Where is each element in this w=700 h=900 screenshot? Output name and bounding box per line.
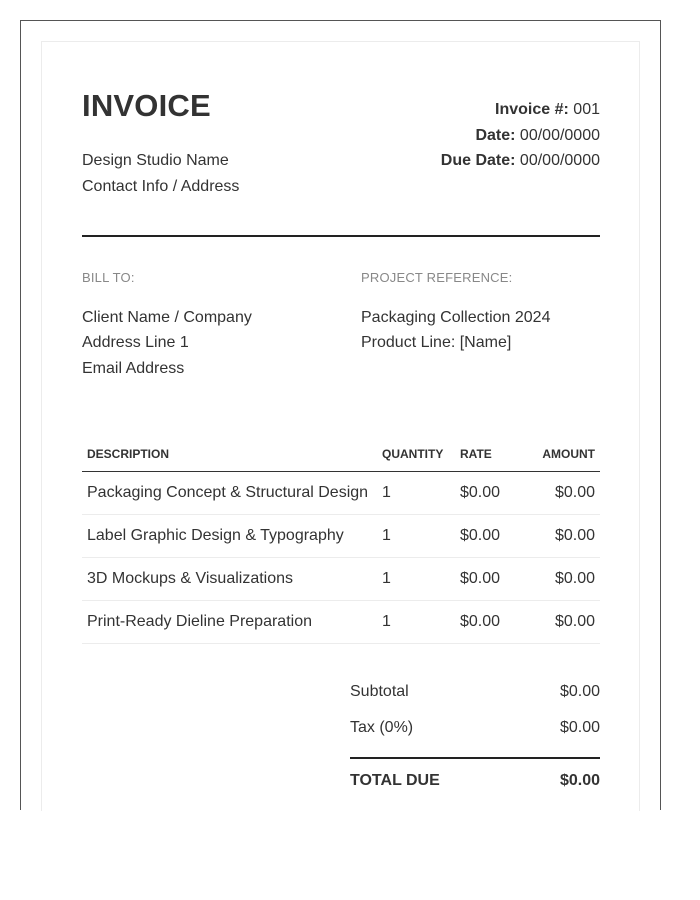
invoice-title: INVOICE [82,88,211,123]
subtotal-label: Subtotal [350,683,409,700]
client-email: Email Address [82,360,185,377]
tax-value: $0.00 [559,719,600,736]
tax-label: Tax (0%) [350,719,414,736]
item-description: Packaging Concept & Structural Design [82,472,377,515]
column-header-amount: AMOUNT [528,437,600,472]
item-description: Print-Ready Dieline Preparation [82,601,377,644]
project-reference-label: PROJECT REFERENCE: [361,270,513,285]
totals-divider [350,757,600,759]
column-header-description: DESCRIPTION [82,437,377,472]
due-date-label: Due Date: [440,152,516,169]
item-amount: $0.00 [528,472,600,515]
studio-contact: Contact Info / Address [82,178,240,195]
bill-to-label: BILL TO: [82,270,135,285]
invoice-number-label: Invoice #: [495,101,569,118]
item-rate: $0.00 [455,558,528,601]
column-header-quantity: QUANTITY [377,437,455,472]
client-name: Client Name / Company [82,309,252,326]
invoice-number-value: 001 [573,101,600,118]
project-collection: Packaging Collection 2024 [361,309,551,326]
invoice-due-date [441,152,600,170]
column-header-rate: RATE [455,437,528,472]
invoice-date-label: Date: [475,127,516,144]
item-description: Label Graphic Design & Typography [82,515,377,558]
line-items-table [82,437,600,644]
invoice-date-value: 00/00/0000 [519,127,600,144]
item-description: 3D Mockups & Visualizations [82,558,377,601]
item-quantity: 1 [377,515,455,558]
table-header-row [82,437,600,472]
client-address: Address Line 1 [82,334,189,351]
item-quantity: 1 [377,601,455,644]
subtotal-value: $0.00 [559,683,600,700]
table-row [82,515,600,558]
table-row [82,472,600,515]
item-rate: $0.00 [455,472,528,515]
item-amount: $0.00 [528,558,600,601]
table-row [82,601,600,644]
item-amount: $0.00 [528,515,600,558]
item-rate: $0.00 [455,601,528,644]
total-due-value: $0.00 [559,772,600,789]
item-rate: $0.00 [455,515,528,558]
item-amount: $0.00 [528,601,600,644]
invoice-number [495,101,600,119]
project-product-line: Product Line: [Name] [361,334,512,351]
due-date-value: 00/00/0000 [519,152,600,169]
invoice-date [475,127,600,145]
header-divider [82,235,600,237]
table-row [82,558,600,601]
item-quantity: 1 [377,472,455,515]
studio-name: Design Studio Name [82,152,229,169]
item-quantity: 1 [377,558,455,601]
total-due-label: TOTAL DUE [350,772,440,789]
